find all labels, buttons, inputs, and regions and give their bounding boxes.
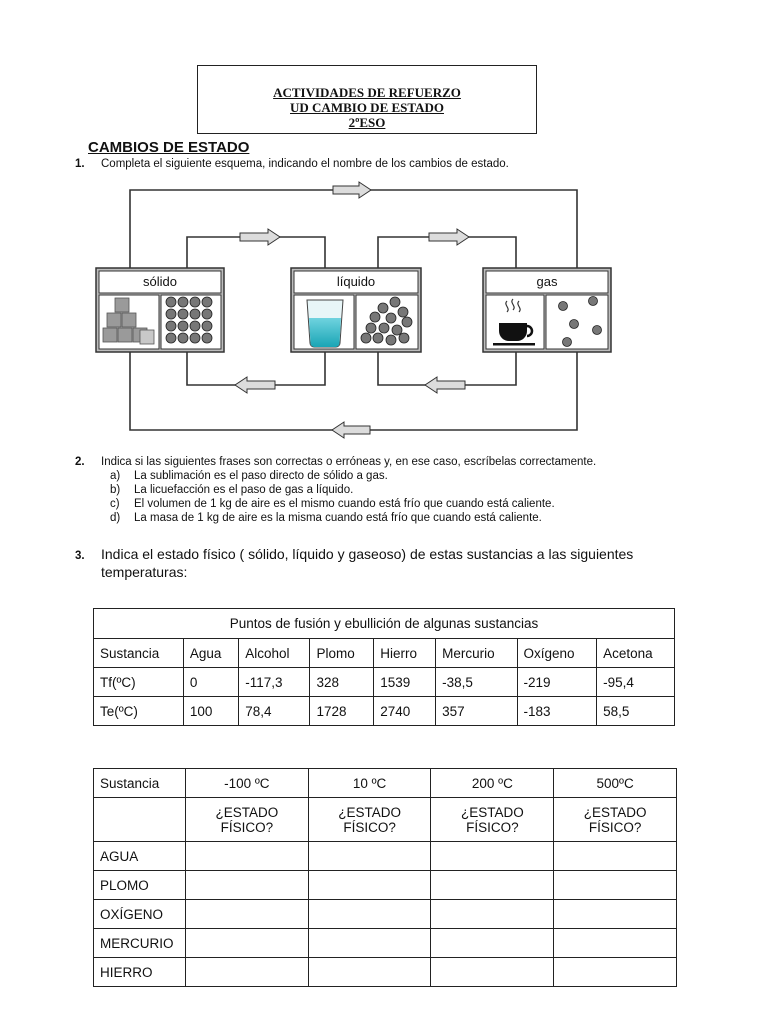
answer-cell[interactable] <box>431 958 554 987</box>
answer-cell[interactable] <box>185 842 308 871</box>
physical-state-table <box>93 768 677 987</box>
table-row: HIERRO <box>94 958 677 987</box>
liquid-label: líquido <box>336 274 376 289</box>
table-row: Sustancia Agua Alcohol Plomo Hierro Mercurio Oxígeno Acetona <box>94 639 675 668</box>
title-line-1: ACTIVIDADES DE REFUERZO <box>273 85 461 100</box>
arrow-right-solid-liquid <box>240 229 280 245</box>
answer-cell[interactable] <box>308 958 431 987</box>
title-line-2: UD CAMBIO DE ESTADO <box>290 100 444 115</box>
q1-number: 1. <box>75 158 85 170</box>
arrow-right-liquid-gas <box>429 229 469 245</box>
answer-cell[interactable] <box>554 842 677 871</box>
q2-items <box>110 469 555 525</box>
title-box <box>197 65 537 134</box>
table-caption: Puntos de fusión y ebullición de algunas sustancias <box>94 609 675 639</box>
answer-cell[interactable] <box>185 958 308 987</box>
q1-text: Completa el siguiente esquema, indicando el nombre de los cambios de estado. <box>101 158 509 170</box>
list-item: d) La masa de 1 kg de aire es la misma cuando está frío que cuando está caliente. <box>110 512 542 524</box>
state-change-diagram <box>95 180 625 445</box>
table-row: Tf(ºC) 0 -117,3 328 1539 -38,5 -219 -95,4 <box>94 668 675 697</box>
table-subheader-row: ¿ESTADO FÍSICO? ¿ESTADO FÍSICO? ¿ESTADO FÍSICO? ¿ESTADO FÍSICO? <box>94 798 677 842</box>
answer-cell[interactable] <box>185 929 308 958</box>
table-row: OXÍGENO <box>94 900 677 929</box>
list-item: c) El volumen de 1 kg de aire es el mismo cuando está frío que cuando está caliente. <box>110 498 555 510</box>
answer-cell[interactable] <box>308 900 431 929</box>
arrow-left-gas-liquid <box>425 377 465 393</box>
q3-text: Indica el estado físico ( sólido, líquido y gaseoso) de estas sustancias a las siguientes temperaturas: <box>101 546 634 580</box>
answer-cell[interactable] <box>431 871 554 900</box>
table-row: PLOMO <box>94 871 677 900</box>
melting-boiling-table <box>93 608 675 726</box>
answer-cell[interactable] <box>308 871 431 900</box>
answer-cell[interactable] <box>431 900 554 929</box>
arrow-right-top <box>333 182 371 198</box>
answer-cell[interactable] <box>554 871 677 900</box>
section-title: CAMBIOS DE ESTADO <box>88 139 250 156</box>
title-line-3: 2ºESO <box>348 115 386 130</box>
answer-cell[interactable] <box>308 929 431 958</box>
table-row: MERCURIO <box>94 929 677 958</box>
list-item: b) La licuefacción es el paso de gas a líquido. <box>110 484 354 496</box>
arrow-left-bottom <box>332 422 370 438</box>
q3-number: 3. <box>75 550 85 562</box>
gas-label: gas <box>536 274 558 289</box>
answer-cell[interactable] <box>554 958 677 987</box>
answer-cell[interactable] <box>431 929 554 958</box>
table-row: Te(ºC) 100 78,4 1728 2740 357 -183 58,5 <box>94 697 675 726</box>
answer-cell[interactable] <box>554 929 677 958</box>
table-row: AGUA <box>94 842 677 871</box>
solid-label: sólido <box>143 274 177 289</box>
answer-cell[interactable] <box>554 900 677 929</box>
q2-text: Indica si las siguientes frases son correctas o erróneas y, en ese caso, escríbelas correctamente. <box>101 456 597 468</box>
answer-cell[interactable] <box>185 900 308 929</box>
arrow-left-liquid-solid <box>235 377 275 393</box>
answer-cell[interactable] <box>185 871 308 900</box>
table-header-row: Sustancia -100 ºC 10 ºC 200 ºC 500ºC <box>94 769 677 798</box>
list-item: a) La sublimación es el paso directo de sólido a gas. <box>110 470 388 482</box>
q2-number: 2. <box>75 456 85 468</box>
answer-cell[interactable] <box>431 842 554 871</box>
answer-cell[interactable] <box>308 842 431 871</box>
